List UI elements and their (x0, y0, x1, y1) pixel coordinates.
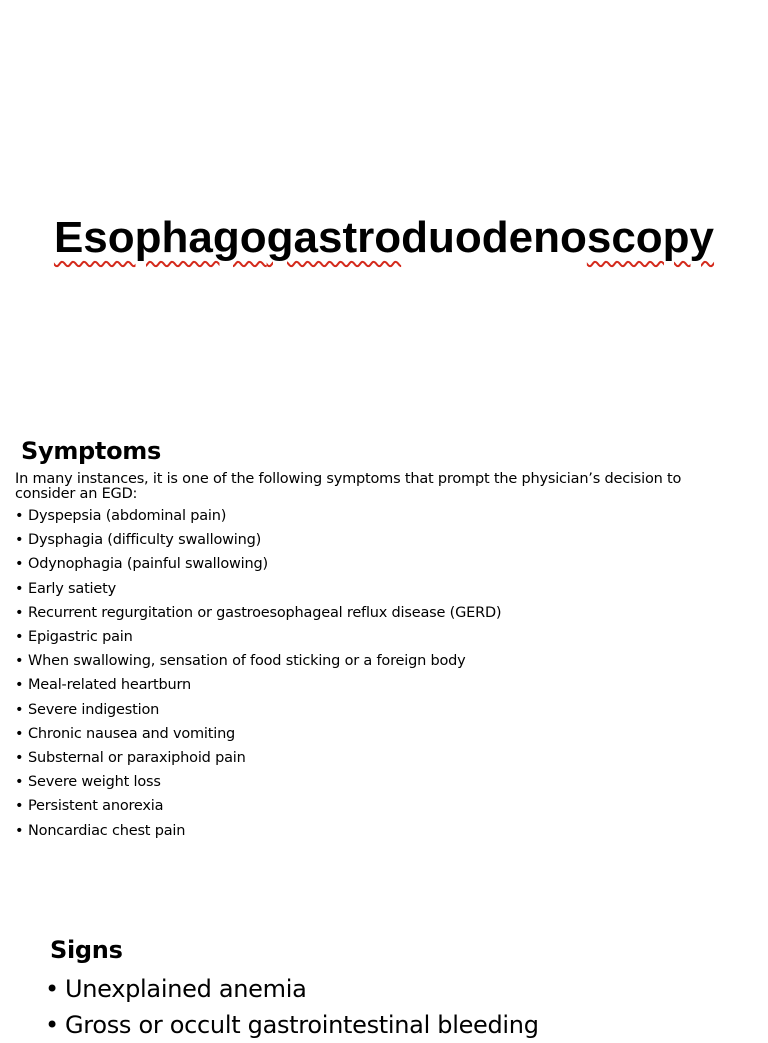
symptoms-list (15, 504, 755, 843)
title-word: Esophago (53, 213, 267, 263)
list-item: • Gross or occult gastrointestinal bleeding (45, 1007, 768, 1043)
list-item: • Dyspepsia (abdominal pain) (15, 504, 755, 528)
list-item: • Persistent anorexia (15, 794, 755, 818)
list-item: • Odynophagia (painful swallowing) (15, 552, 755, 576)
signs-section (45, 932, 768, 1043)
list-item: • When swallowing, sensation of food sticking or a foreign body (15, 649, 755, 673)
list-item: • Recurrent regurgitation or gastroesophageal reflux disease (GERD) (15, 601, 755, 625)
symptoms-section (15, 434, 755, 843)
list-item: • Meal-related heartburn (15, 673, 755, 697)
list-item: • Unexplained anemia (45, 971, 768, 1007)
list-item: • Early satiety (15, 577, 755, 601)
list-item: • Epigastric pain (15, 625, 755, 649)
symptoms-intro: In many instances, it is one of the following symptoms that prompt the physician’s decision to consider an EGD: (15, 471, 682, 502)
list-item: • Dysphagia (difficulty swallowing) (15, 528, 755, 552)
list-item: • Severe weight loss (15, 770, 755, 794)
signs-heading: Signs (50, 936, 123, 964)
title-word: scopy (586, 213, 715, 263)
signs-list (45, 971, 768, 1043)
symptoms-heading: Symptoms (21, 437, 161, 465)
page-title (0, 212, 768, 264)
list-item: • Noncardiac chest pain (15, 819, 755, 843)
title-slide (0, 0, 768, 400)
title-word: duodeno (401, 213, 587, 263)
title-word: gastro (266, 213, 402, 263)
list-item: • Severe indigestion (15, 698, 755, 722)
list-item: • Chronic nausea and vomiting (15, 722, 755, 746)
list-item: • Substernal or paraxiphoid pain (15, 746, 755, 770)
